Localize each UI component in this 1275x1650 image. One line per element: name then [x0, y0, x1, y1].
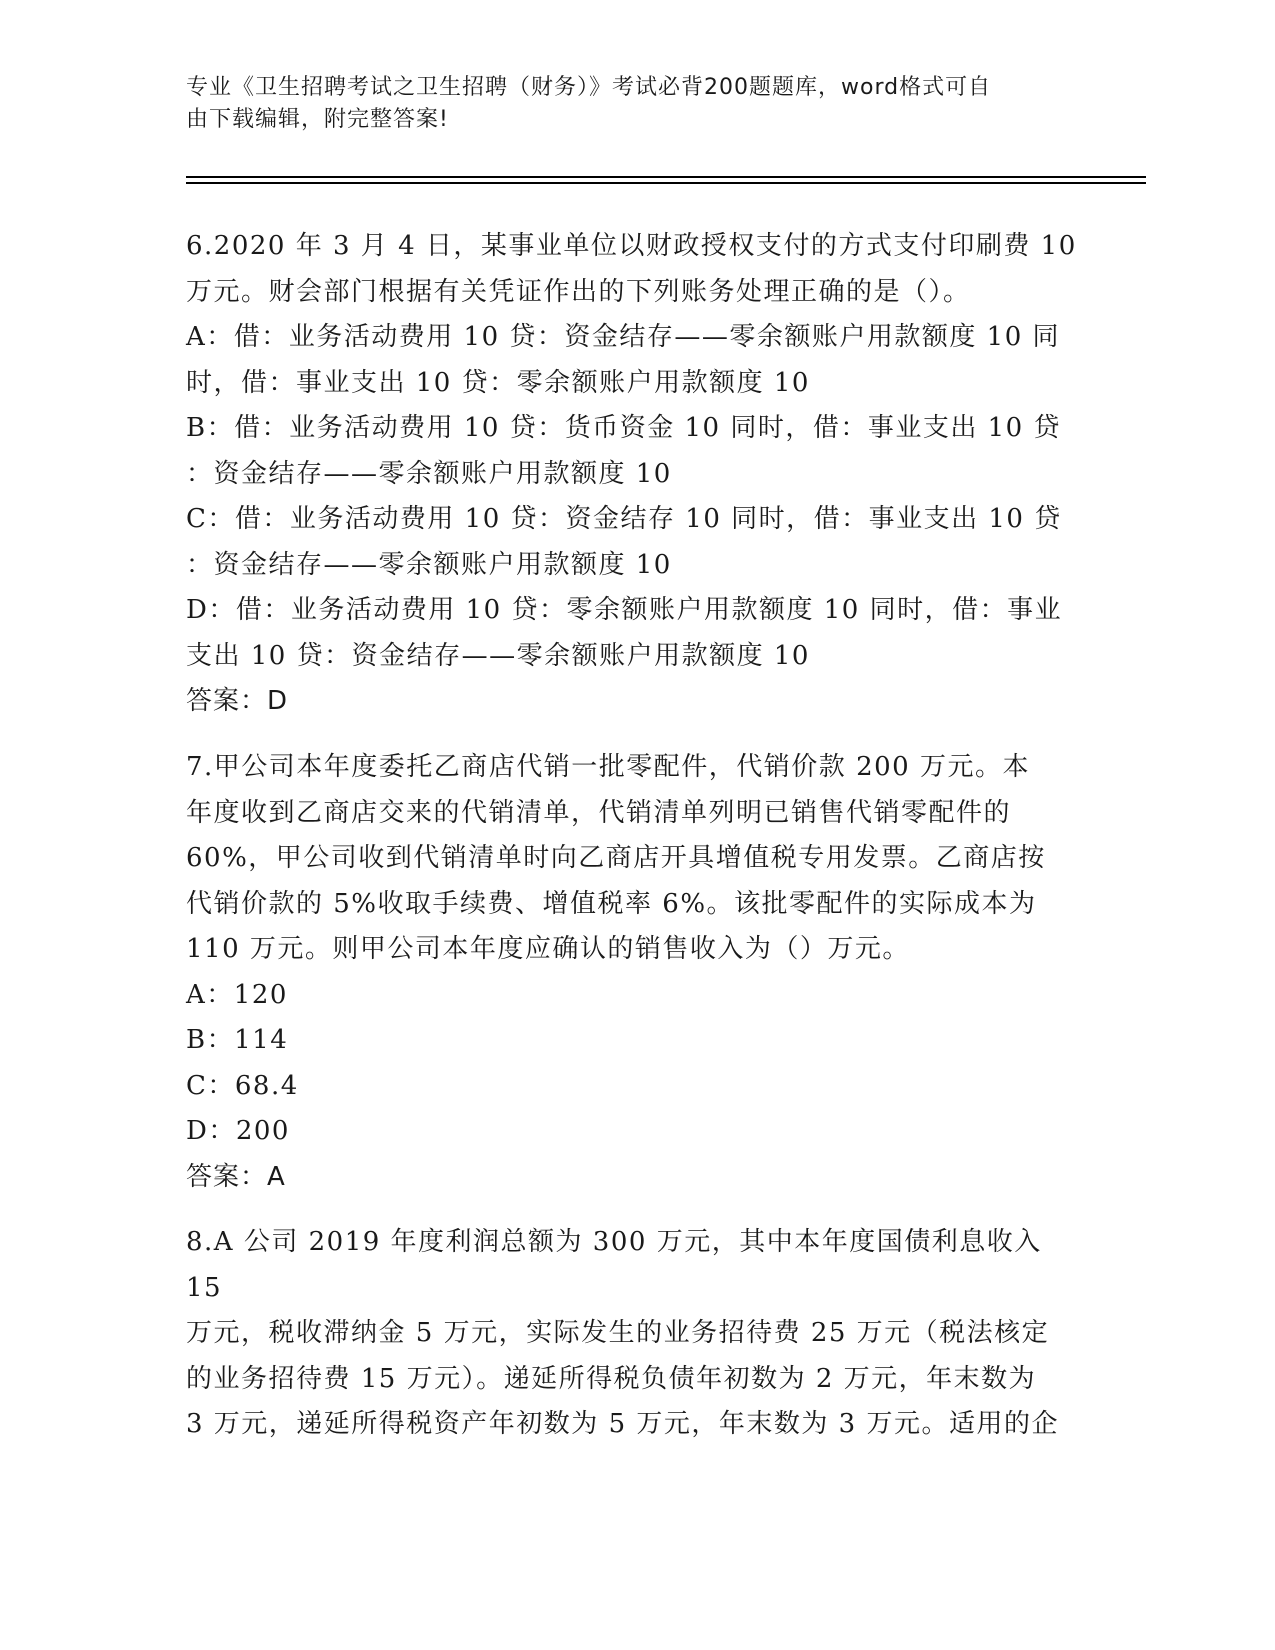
document-header — [186, 72, 1066, 136]
question-line: 8.A 公司 2019 年度利润总额为 300 万元，其中本年度国债利息收入 15 — [186, 1227, 1042, 1303]
option-line: ：资金结存——零余额账户用款额度 10 — [186, 458, 672, 489]
question-7 — [186, 745, 1086, 1200]
header-divider-bottom — [186, 182, 1146, 184]
option-line: D：200 — [186, 1116, 290, 1146]
question-line: 3 万元，递延所得税资产年初数为 5 万元，年末数为 3 万元。适用的企 — [186, 1409, 1059, 1439]
question-line: 万元。财会部门根据有关凭证作出的下列账务处理正确的是（）。 — [186, 276, 971, 307]
option-line: C：68.4 — [186, 1070, 299, 1101]
option-line: ：资金结存——零余额账户用款额度 10 — [186, 549, 672, 580]
header-line-2: 由下载编辑，附完整答案! — [186, 107, 449, 132]
option-line: B：114 — [186, 1025, 289, 1055]
question-line: 60%，甲公司收到代销清单时向乙商店开具增值税专用发票。乙商店按 — [186, 843, 1046, 873]
answer-line: 答案：D — [186, 686, 289, 716]
question-line: 代销价款的 5%收取手续费、增值税率 6%。该批零配件的实际成本为 — [186, 888, 1037, 919]
header-divider-top — [186, 176, 1146, 178]
option-line: D：借：业务活动费用 10 贷：零余额账户用款额度 10 同时，借：事业 — [186, 595, 1063, 625]
option-line: A：120 — [186, 979, 288, 1010]
answer-line: 答案：A — [186, 1161, 286, 1192]
option-line: 支出 10 贷：资金结存——零余额账户用款额度 10 — [186, 640, 810, 671]
option-line: 时，借：事业支出 10 贷：零余额账户用款额度 10 — [186, 367, 810, 398]
question-line: 7.甲公司本年度委托乙商店代销一批零配件，代销价款 200 万元。本 — [186, 752, 1030, 782]
question-line: 的业务招待费 15 万元）。递延所得税负债年初数为 2 万元，年末数为 — [186, 1363, 1037, 1394]
option-line: A：借：业务活动费用 10 贷：资金结存——零余额账户用款额度 10 同 — [186, 322, 1061, 352]
question-line: 6.2020 年 3 月 4 日，某事业单位以财政授权支付的方式支付印刷费 10 — [186, 231, 1077, 261]
question-line: 万元，税收滞纳金 5 万元，实际发生的业务招待费 25 万元（税法核定 — [186, 1318, 1050, 1348]
question-line: 110 万元。则甲公司本年度应确认的销售收入为（）万元。 — [186, 934, 910, 964]
question-6 — [186, 224, 1086, 725]
question-8 — [186, 1220, 1086, 1448]
option-line: C：借：业务活动费用 10 贷：资金结存 10 同时，借：事业支出 10 贷 — [186, 504, 1062, 534]
question-line: 年度收到乙商店交来的代销清单，代销清单列明已销售代销零配件的 — [186, 797, 1012, 828]
option-line: B：借：业务活动费用 10 贷：货币资金 10 同时，借：事业支出 10 贷 — [186, 413, 1061, 443]
header-line-1: 专业《卫生招聘考试之卫生招聘（财务）》考试必背200题题库，word格式可自 — [186, 75, 992, 100]
